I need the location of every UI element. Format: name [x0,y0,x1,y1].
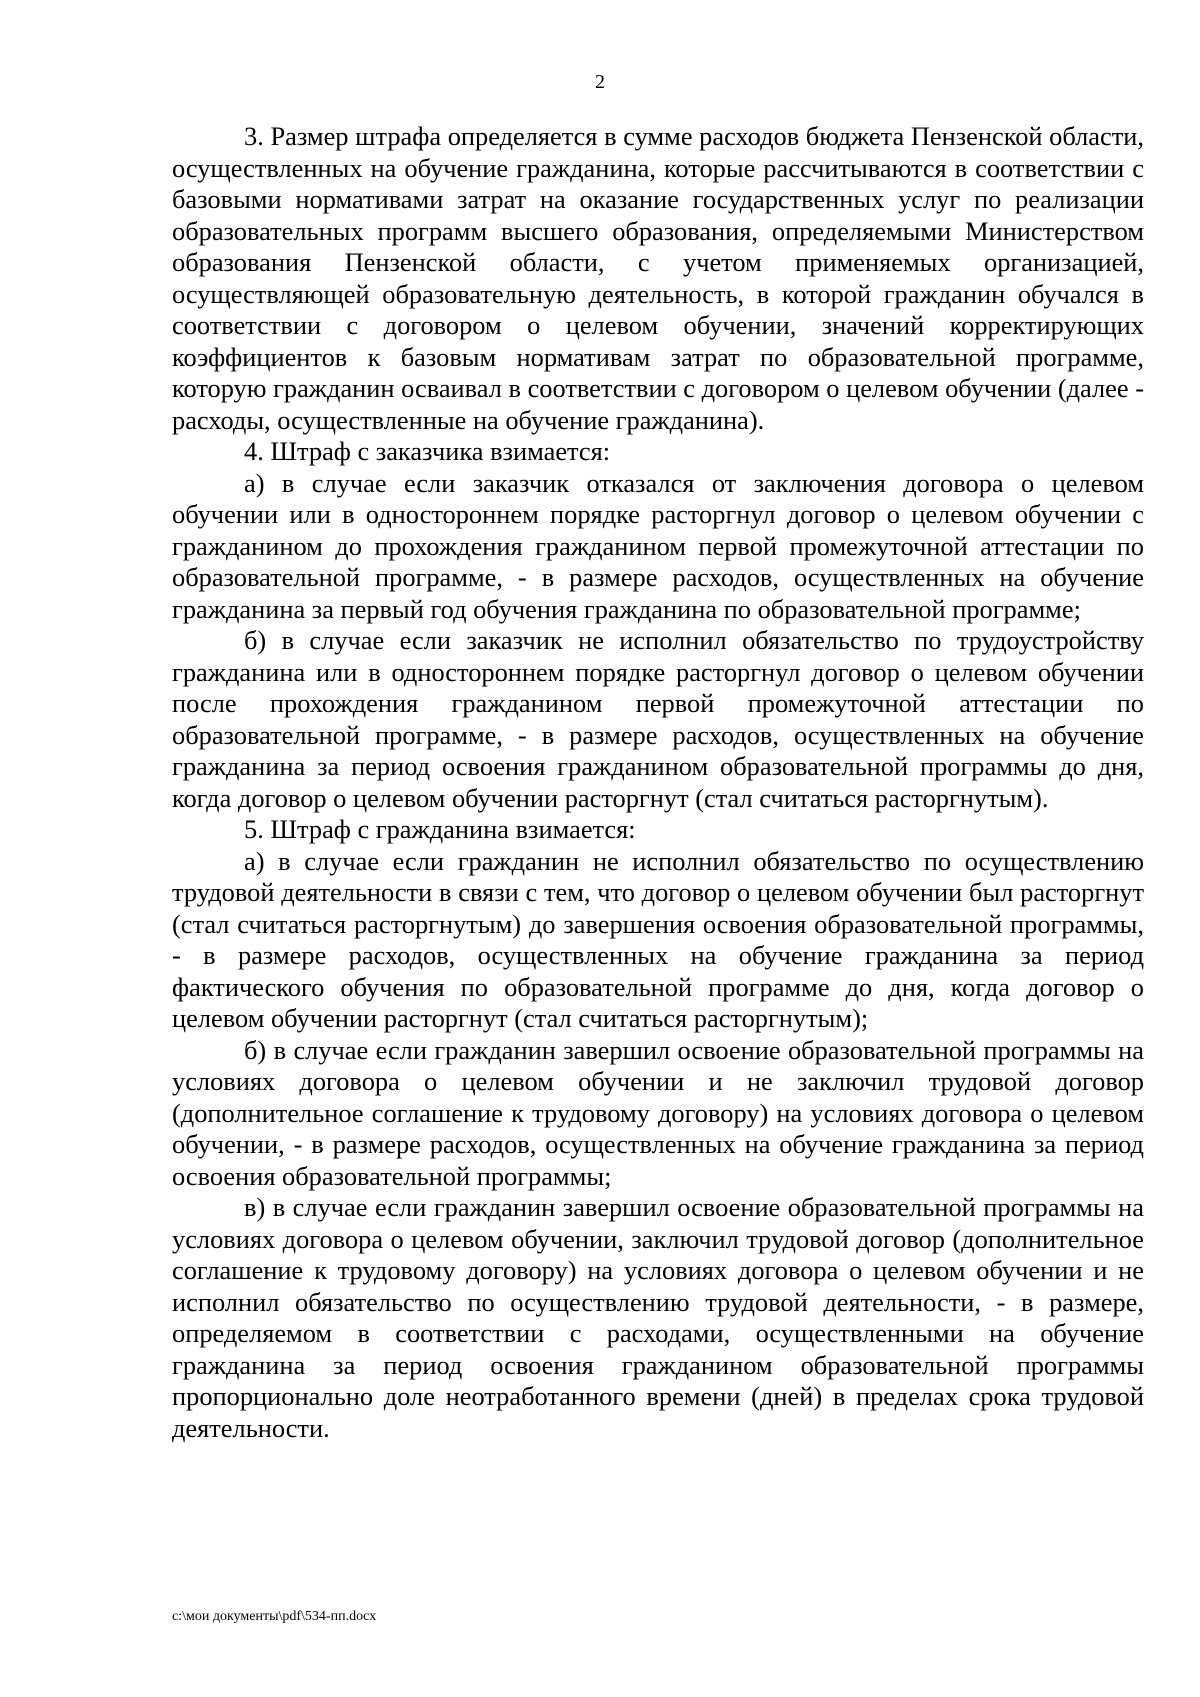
paragraph-4-customer-fine: 4. Штраф с заказчика взимается: [244,436,611,466]
page-number: 2 [595,71,605,93]
paragraph-3-fine-amount: 3. Размер штрафа определяется в сумме расходов бюджета Пензенской области, осуществленных на обучение гражданина, которые рассчитываются в соответствии с базовыми нормативами затрат на оказание государственных услуг по реализации образовательных программ высшего образования, определяемыми Министерством образования Пензенской области, с учетом применяемых организацией, осуществляющей образовательную деятельность, в которой гражданин обучался в соответствии с договором о целевом обучении, значений корректирующих коэффициентов к базовым нормативам затрат по образовательной программе, которую гражданин осваивал в соответствии с договором о целевом обучении (далее - расходы, осуществленные на обучение гражданина). [172,121,1144,435]
paragraph-5a: а) в случае если гражданин не исполнил обязательство по осуществлению трудовой деятельности в связи с тем, что договор о целевом обучении был расторгнут (стал считаться расторгнутым) до завершения освоения образовательной программы, - в размере расходов, осуществленных на обучение гражданина за период фактического обучения по образовательной программе до дня, когда договор о целевом обучении расторгнут (стал считаться расторгнутым); [172,845,1144,1033]
paragraph-5c: в) в случае если гражданин завершил освоение образовательной программы на условиях договора о целевом обучении, заключил трудовой договор (дополнительное соглашение к трудовому договору) на условиях договора о целевом обучении и не исполнил обязательство по осуществлению трудовой деятельности, - в размере, определяемом в соответствии с расходами, осуществленными на обучение гражданина за период освоения гражданином образовательной программы пропорционально доле неотработанного времени (дней) в пределах срока трудовой деятельности. [172,1192,1144,1443]
document-body [172,121,1144,1444]
paragraph-4b: б) в случае если заказчик не исполнил обязательство по трудоустройству гражданина или в одностороннем порядке расторгнул договор о целевом обучении после прохождения гражданином первой промежуточной аттестации по образовательной программе, - в размере расходов, осуществленных на обучение гражданина за период освоения гражданином образовательной программы до дня, когда договор о целевом обучении расторгнут (стал считаться расторгнутым). [172,625,1144,813]
paragraph-4a: а) в случае если заказчик отказался от заключения договора о целевом обучении или в одностороннем порядке расторгнул договор о целевом обучении с гражданином до прохождения гражданином первой промежуточной аттестации по образовательной программе, - в размере расходов, осуществленных на обучение гражданина за первый год обучения гражданина по образовательной программе; [172,467,1144,624]
paragraph-5b: б) в случае если гражданин завершил освоение образовательной программы на условиях договора о целевом обучении и не заключил трудовой договор (дополнительное соглашение к трудовому договору) на условиях договора о целевом обучении, - в размере расходов, осуществленных на обучение гражданина за период освоения образовательной программы; [172,1034,1144,1191]
file-path-footer: c:\мои документы\pdf\534-пп.docx [172,1609,377,1624]
paragraph-5-citizen-fine: 5. Штраф с гражданина взимается: [244,814,636,844]
